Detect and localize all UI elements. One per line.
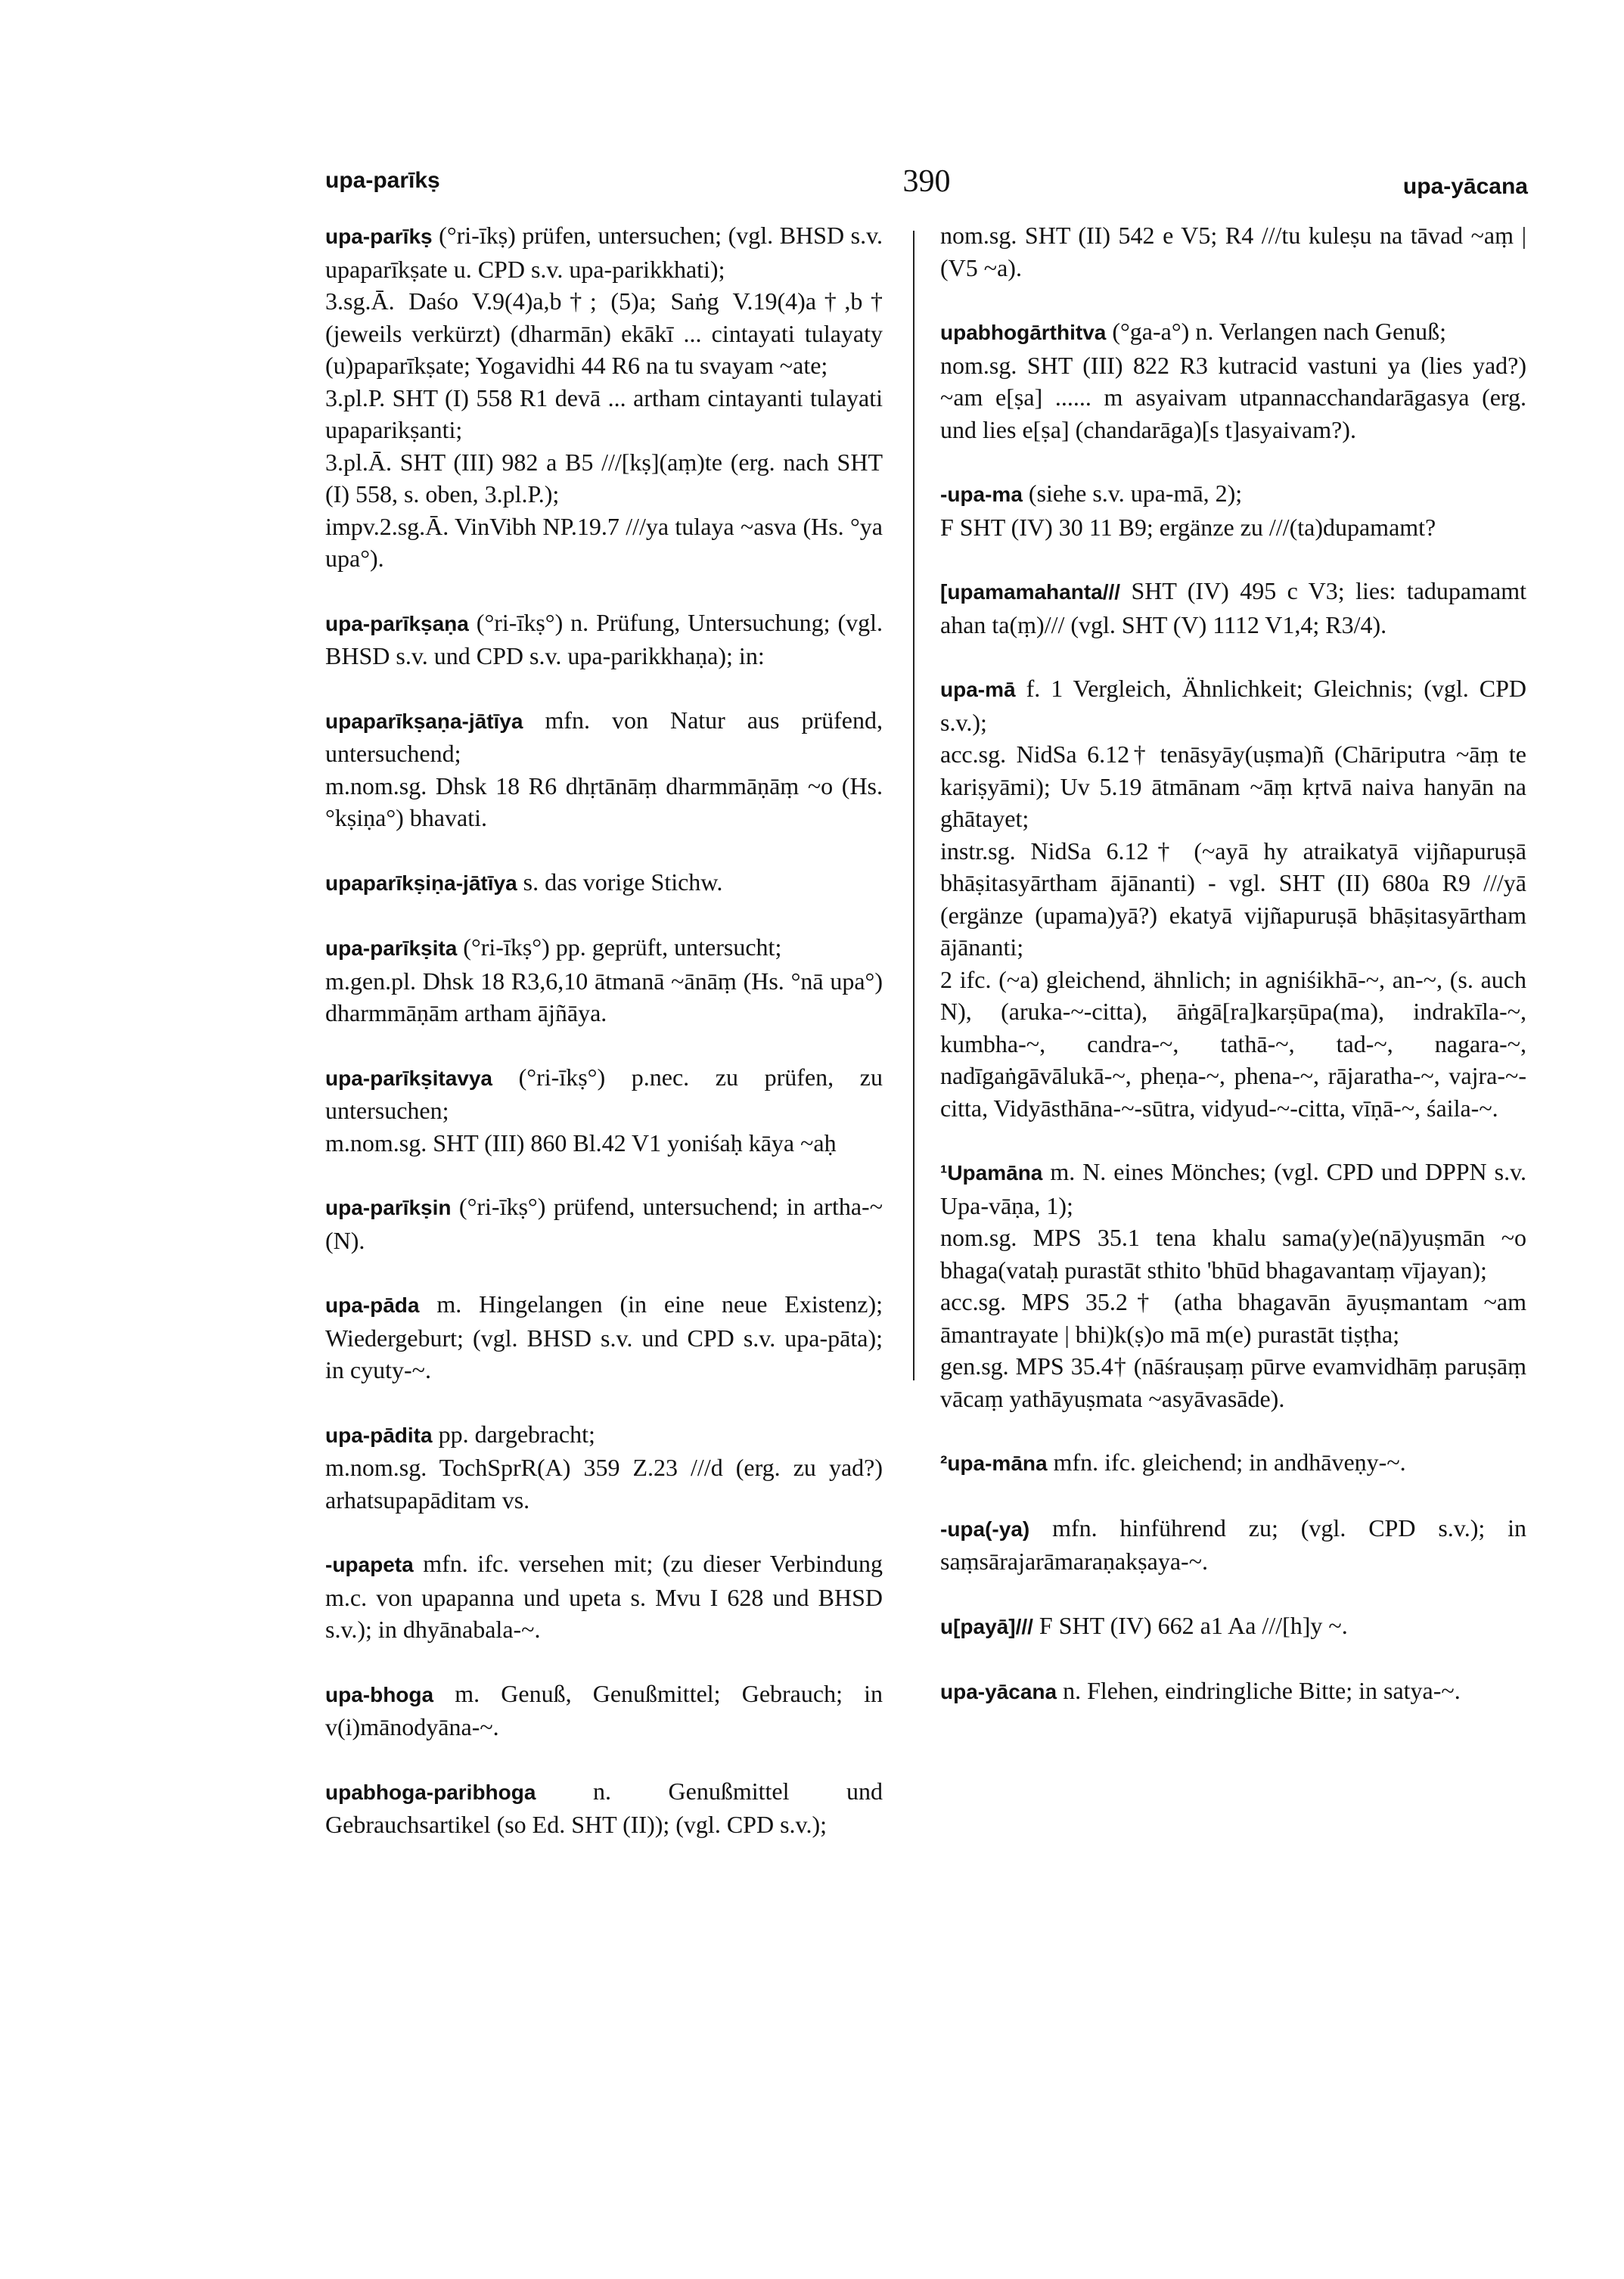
dictionary-entry: [325, 965, 883, 1029]
entry-headword: -upapeta: [325, 1553, 414, 1576]
entry-text: (°ri-īkṣ°) prüfend, untersuchend; in artha-~ (N).: [325, 1193, 883, 1254]
entry-gap: [940, 1414, 1526, 1446]
dictionary-entry: [325, 1452, 883, 1516]
entry-gap: [325, 1029, 883, 1061]
entry-gap: [325, 1159, 883, 1191]
dictionary-entry: [325, 219, 883, 285]
entry-headword: ²upa-māna: [940, 1452, 1048, 1475]
entry-text: m.nom.sg. Dhsk 18 R6 dhṛtānāṃ dharmmāṇāṃ ~o (Hs. °kṣiṇa°) bhavati.: [325, 772, 883, 831]
dictionary-entry: [325, 285, 883, 382]
entry-headword: -upa(-ya): [940, 1517, 1030, 1541]
entry-text: m.nom.sg. TochSprR(A) 359 Z.23 ///d (erg. zu yad?) arhatsupapāditam vs.: [325, 1454, 883, 1514]
entry-text: mfn. ifc. versehen mit; (zu dieser Verbindung m.c. von upapanna und upeta s. Mvu I 628 und BHSD s.v.); in dhyānabala-~.: [325, 1550, 883, 1643]
entry-headword: upa-mā: [940, 678, 1016, 701]
dictionary-entry: [940, 349, 1526, 446]
dictionary-entry: [325, 704, 883, 770]
entry-gap: [940, 641, 1526, 672]
dictionary-entry: [325, 607, 883, 672]
dictionary-entry: [940, 575, 1526, 641]
dictionary-entry: [940, 219, 1526, 284]
entry-text: acc.sg. NidSa 6.12† tenāsyāy(uṣma)ñ (Chāriputra ~āṃ te kariṣyāmi); Uv 5.19 ātmānam ~āṃ kṛtvā naiva hanyān na ghātayet;: [940, 741, 1526, 832]
entry-gap: [940, 1124, 1526, 1156]
entry-gap: [325, 1386, 883, 1418]
entry-text: nom.sg. MPS 35.1 tena khalu sama(y)e(nā)yuṣmān ~o bhaga(vataḥ purastāt sthito 'bhūd bhagavantaṃ vījayan);: [940, 1224, 1526, 1284]
entry-text: 3.pl.P. SHT (I) 558 R1 devā ... artham cintayanti tulayati upaparikṣanti;: [325, 383, 883, 443]
entry-gap: [325, 1516, 883, 1548]
entry-gap: [325, 834, 883, 866]
entry-text: (°ri-īkṣ°) n. Prüfung, Untersuchung; (vgl. BHSD s.v. und CPD s.v. upa-parikkhaṇa); in:: [325, 608, 883, 669]
entry-gap: [940, 284, 1526, 315]
dictionary-entry: [325, 1191, 883, 1256]
dictionary-entry: [940, 315, 1526, 349]
entry-headword: upa-pāda: [325, 1293, 420, 1317]
dictionary-entry: [325, 511, 883, 575]
dictionary-entry: [940, 835, 1526, 964]
entry-text: 3.sg.Ā. Daśo V.9(4)a,b†; (5)a; Saṅg V.19(4)a†,b† (jeweils verkürzt) (dharmān) ekākī ... cintayati tulayaty (u)paparīkṣate; Yogavidhi 44 R6 na tu svayam ~ate;: [325, 287, 883, 379]
entry-text: m. Genuß, Genußmittel; Gebrauch; in v(i)mānodyāna-~.: [325, 1679, 883, 1740]
entry-text: n. Flehen, eindringliche Bitte; in satya-~.: [1057, 1677, 1461, 1704]
entry-text: 3.pl.Ā. SHT (III) 982 a B5 ///[kṣ](aṃ)te (erg. nach SHT (I) 558, s. oben, 3.pl.P.);: [325, 448, 883, 508]
entry-headword: upa-yācana: [940, 1680, 1057, 1703]
dictionary-entry: [325, 1288, 883, 1386]
entry-text: (°ga-a°) n. Verlangen nach Genuß;: [1106, 318, 1447, 345]
entry-headword: upabhoga-paribhoga: [325, 1780, 536, 1804]
left-column: [325, 219, 883, 1841]
entry-text: m.gen.pl. Dhsk 18 R3,6,10 ātmanā ~ānāṃ (Hs. °nā upa°) dharmmāṇām artham ājñāya.: [325, 967, 883, 1026]
entry-headword: upaparīkṣiṇa-jātīya: [325, 871, 517, 895]
entry-text: nom.sg. SHT (II) 542 e V5; R4 ///tu kuleṣu na tāvad ~aṃ | (V5 ~a).: [940, 222, 1526, 281]
entry-headword: upa-bhoga: [325, 1682, 434, 1706]
entry-text: nom.sg. SHT (III) 822 R3 kutracid vastuni ya (lies yad?) ~am e[ṣa] ...... m asyaivam utpannacchandarāgasya (erg. und lies e[ṣa] (chandarāga)[s t]asyaivam?).: [940, 351, 1526, 443]
entry-gap: [325, 1743, 883, 1775]
entry-gap: [940, 1578, 1526, 1610]
dictionary-entry: [940, 1156, 1526, 1222]
entry-headword: upa-parīkṣita: [325, 936, 458, 960]
entry-gap: [325, 899, 883, 931]
dictionary-entry: [940, 511, 1526, 544]
dictionary-entry: [325, 1775, 883, 1841]
entry-text: (°ri-īkṣ) prüfen, untersuchen; (vgl. BHSD s.v. upaparīkṣate u. CPD s.v. upa-parikkhati);: [325, 222, 883, 283]
page-header: [325, 164, 1528, 213]
dictionary-entry: [940, 1610, 1526, 1644]
dictionary-entry: [325, 866, 883, 900]
entry-headword: -upa-ma: [940, 483, 1023, 506]
entry-headword: u[payā]///: [940, 1614, 1033, 1638]
entry-text: m. N. eines Mönches; (vgl. CPD und DPPN s.v. Upa-vāṇa, 1);: [940, 1158, 1526, 1219]
entry-gap: [940, 543, 1526, 575]
entry-text: acc.sg. MPS 35.2† (atha bhagavān āyuṣmantam ~am āmantrayate | bhi)k(ṣ)o mā m(e) purastāt tiṣṭha;: [940, 1288, 1526, 1348]
entry-gap: [325, 1646, 883, 1678]
dictionary-entry: [325, 1548, 883, 1646]
right-running-headword: upa-yācana: [1402, 174, 1528, 199]
entry-text: f. 1 Vergleich, Ähnlichkeit; Gleichnis; (vgl. CPD s.v.);: [940, 675, 1526, 736]
entry-gap: [940, 1643, 1526, 1675]
entry-text: gen.sg. MPS 35.4† (nāśrauṣaṃ pūrve evamvidhāṃ paruṣāṃ vācaṃ yathāyuṣmata ~asyāvasāde).: [940, 1352, 1526, 1412]
entry-text: mfn. hinführend zu; (vgl. CPD s.v.); in saṃsārajarāmaraṇakṣaya-~.: [940, 1514, 1526, 1575]
entry-text: (°ri-īkṣ°) pp. geprüft, untersucht;: [457, 933, 782, 961]
entry-gap: [940, 446, 1526, 477]
entry-headword: upaparīkṣaṇa-jātīya: [325, 709, 523, 733]
entry-gap: [325, 672, 883, 704]
entry-text: instr.sg. NidSa 6.12† (~ayā hy atraikatyā vijñapuruṣā bhāṣitasyārtham ājānanti) - vgl. SHT (II) 680a R9 ///yā (ergänze (upama)yā?) ekatyā vijñapuruṣā bhāṣitasyārtham ājānanti;: [940, 837, 1526, 961]
entry-text: m. Hingelangen (in eine neue Existenz); Wiedergeburt; (vgl. BHSD s.v. und CPD s.v. upa-pāta); in cyuty-~.: [325, 1290, 883, 1383]
entry-headword: upa-parīkṣaṇa: [325, 611, 469, 635]
dictionary-entry: [940, 477, 1526, 511]
dictionary-entry: [940, 1512, 1526, 1578]
dictionary-entry: [940, 964, 1526, 1125]
entry-headword: upa-parīkṣ: [325, 225, 433, 248]
entry-gap: [325, 1256, 883, 1288]
dictionary-entry: [325, 446, 883, 511]
dictionary-entry: [325, 770, 883, 834]
entry-text: m.nom.sg. SHT (III) 860 Bl.42 V1 yoniśaḥ kāya ~aḥ: [325, 1129, 837, 1157]
entry-text: pp. dargebracht;: [432, 1420, 595, 1448]
dictionary-entry: [940, 738, 1526, 835]
entry-text: impv.2.sg.Ā. VinVibh NP.19.7 ///ya tulaya ~asva (Hs. °ya upa°).: [325, 512, 883, 572]
dictionary-entry: [325, 382, 883, 446]
entry-text: s. das vorige Stichw.: [517, 868, 723, 896]
entry-text: F SHT (IV) 662 a1 Aa ///[h]y ~.: [1032, 1611, 1348, 1639]
entry-headword: upa-pādita: [325, 1423, 433, 1447]
entry-text: n. Genußmittel und Gebrauchsartikel (so Ed. SHT (II)); (vgl. CPD s.v.);: [325, 1777, 883, 1838]
entry-text: 2 ifc. (~a) gleichend, ähnlich; in agniśikhā-~, an-~, (s. auch N), (aruka-~-citta), āṅgā[ra]karṣūpa(ma), indrakīla-~, kumbha-~, candra-~, tathā-~, tad-~, nagara-~, nadīgaṅgāvālukā-~, pheṇa-~, phena-~, rājaratha-~, vajra-~-citta, Vidyāsthāna-~-sūtra, vidyud-~-citta, vīṇā-~, śaila-~.: [940, 965, 1526, 1122]
dictionary-entry: [940, 1446, 1526, 1480]
dictionary-entry: [325, 1418, 883, 1452]
page-number: 390: [902, 164, 951, 199]
dictionary-entry: [940, 1350, 1526, 1414]
dictionary-entry: [940, 1286, 1526, 1350]
entry-text: (siehe s.v. upa-mā, 2);: [1022, 480, 1243, 507]
dictionary-entry: [325, 931, 883, 965]
entry-headword: [upamamahanta///: [940, 580, 1121, 604]
entry-headword: ¹Upamāna: [940, 1161, 1043, 1185]
entry-text: SHT (IV) 495 c V3; lies: tadupamamt ahan ta(ṃ)/// (vgl. SHT (V) 1112 V1,4; R3/4).: [940, 577, 1526, 638]
entry-text: mfn. von Natur aus prüfend, untersuchend;: [325, 706, 883, 767]
dictionary-entry: [325, 1061, 883, 1127]
dictionary-entry: [325, 1678, 883, 1743]
entry-text: mfn. ifc. gleichend; in andhāveṇy-~.: [1047, 1448, 1406, 1476]
entry-headword: upabhogārthitva: [940, 321, 1107, 344]
entry-gap: [940, 1480, 1526, 1512]
entry-text: (°ri-īkṣ°) p.nec. zu prüfen, zu untersuchen;: [325, 1063, 883, 1124]
dictionary-entry: [940, 1675, 1526, 1709]
dictionary-entry: [940, 672, 1526, 738]
entry-headword: upa-parīkṣitavya: [325, 1066, 492, 1090]
right-column: [940, 219, 1526, 1709]
left-running-headword: upa-parīkṣ: [325, 168, 440, 193]
dictionary-entry: [325, 1127, 883, 1160]
entry-headword: upa-parīkṣin: [325, 1196, 452, 1219]
entry-gap: [325, 575, 883, 607]
column-divider: [913, 231, 914, 1380]
dictionary-entry: [940, 1222, 1526, 1286]
entry-text: F SHT (IV) 30 11 B9; ergänze zu ///(ta)dupamamt?: [940, 513, 1436, 541]
